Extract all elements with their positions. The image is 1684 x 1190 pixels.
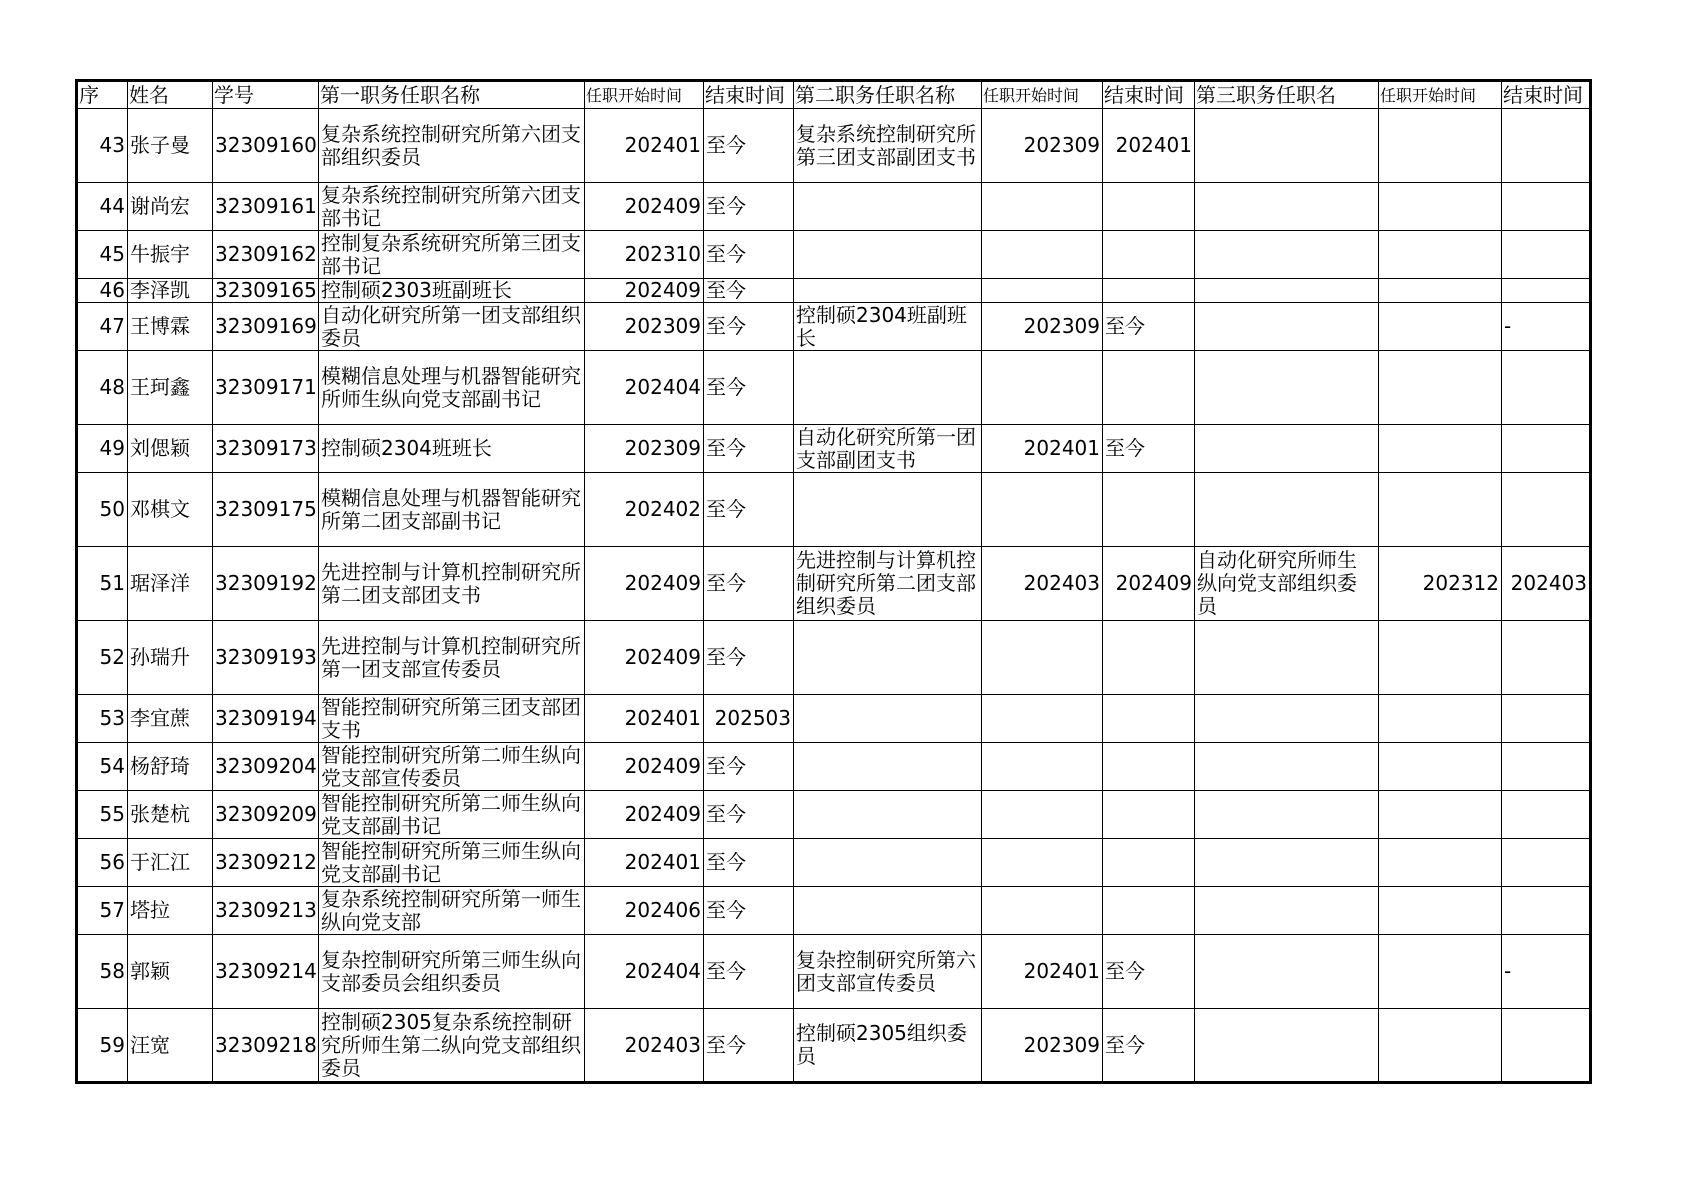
cell-start-2 bbox=[982, 695, 1103, 743]
cell-name: 王博霖 bbox=[128, 303, 213, 351]
cell-start-2 bbox=[982, 621, 1103, 695]
header-end-3: 结束时间 bbox=[1502, 81, 1591, 109]
cell-name: 汪宽 bbox=[128, 1009, 213, 1083]
cell-position-1: 复杂系统控制研究所第六团支部组织委员 bbox=[319, 109, 585, 183]
cell-start-2 bbox=[982, 183, 1103, 231]
table-row bbox=[77, 183, 1591, 231]
cell-start-3 bbox=[1379, 887, 1502, 935]
cell-end-1: 至今 bbox=[704, 547, 794, 621]
table-row bbox=[77, 935, 1591, 1009]
cell-start-1: 202409 bbox=[585, 621, 704, 695]
cell-name: 李宜蔗 bbox=[128, 695, 213, 743]
cell-end-1: 202503 bbox=[704, 695, 794, 743]
table-row bbox=[77, 839, 1591, 887]
cell-end-2 bbox=[1103, 743, 1195, 791]
cell-position-2: 复杂系统控制研究所第三团支部副团支书 bbox=[794, 109, 982, 183]
cell-start-3 bbox=[1379, 351, 1502, 425]
cell-position-1: 复杂系统控制研究所第六团支部书记 bbox=[319, 183, 585, 231]
cell-seq: 50 bbox=[77, 473, 128, 547]
cell-student-id: 32309161 bbox=[213, 183, 319, 231]
cell-position-3 bbox=[1195, 621, 1379, 695]
cell-start-1: 202309 bbox=[585, 303, 704, 351]
cell-student-id: 32309218 bbox=[213, 1009, 319, 1083]
cell-name: 谢尚宏 bbox=[128, 183, 213, 231]
cell-start-3 bbox=[1379, 109, 1502, 183]
cell-start-3 bbox=[1379, 183, 1502, 231]
cell-position-3 bbox=[1195, 279, 1379, 303]
cell-position-3 bbox=[1195, 935, 1379, 1009]
cell-start-1: 202409 bbox=[585, 183, 704, 231]
header-end-1: 结束时间 bbox=[704, 81, 794, 109]
cell-position-1: 复杂控制研究所第三师生纵向支部委员会组织委员 bbox=[319, 935, 585, 1009]
cell-start-1: 202403 bbox=[585, 1009, 704, 1083]
cell-student-id: 32309209 bbox=[213, 791, 319, 839]
cell-position-3 bbox=[1195, 303, 1379, 351]
cell-end-2 bbox=[1103, 791, 1195, 839]
cell-student-id: 32309162 bbox=[213, 231, 319, 279]
cell-position-3 bbox=[1195, 109, 1379, 183]
cell-end-3 bbox=[1502, 231, 1591, 279]
cell-start-3 bbox=[1379, 425, 1502, 473]
cell-name: 杨舒琦 bbox=[128, 743, 213, 791]
cell-start-3 bbox=[1379, 695, 1502, 743]
header-row bbox=[77, 81, 1591, 109]
cell-start-3 bbox=[1379, 791, 1502, 839]
cell-start-3 bbox=[1379, 621, 1502, 695]
cell-end-3 bbox=[1502, 791, 1591, 839]
cell-position-2 bbox=[794, 351, 982, 425]
cell-seq: 53 bbox=[77, 695, 128, 743]
cell-position-3 bbox=[1195, 839, 1379, 887]
cell-end-3 bbox=[1502, 743, 1591, 791]
cell-end-3 bbox=[1502, 425, 1591, 473]
cell-position-2 bbox=[794, 743, 982, 791]
cell-start-2: 202401 bbox=[982, 935, 1103, 1009]
cell-start-2: 202309 bbox=[982, 109, 1103, 183]
cell-end-1: 至今 bbox=[704, 743, 794, 791]
cell-position-2: 复杂控制研究所第六团支部宣传委员 bbox=[794, 935, 982, 1009]
cell-start-2 bbox=[982, 351, 1103, 425]
table-row bbox=[77, 1009, 1591, 1083]
cell-start-2 bbox=[982, 839, 1103, 887]
cell-end-1: 至今 bbox=[704, 473, 794, 547]
cell-seq: 55 bbox=[77, 791, 128, 839]
cell-student-id: 32309213 bbox=[213, 887, 319, 935]
cell-position-1: 模糊信息处理与机器智能研究所师生纵向党支部副书记 bbox=[319, 351, 585, 425]
cell-end-3 bbox=[1502, 473, 1591, 547]
cell-name: 郭颖 bbox=[128, 935, 213, 1009]
cell-seq: 58 bbox=[77, 935, 128, 1009]
cell-start-1: 202406 bbox=[585, 887, 704, 935]
cell-end-3 bbox=[1502, 109, 1591, 183]
cell-end-1: 至今 bbox=[704, 279, 794, 303]
cell-start-2 bbox=[982, 791, 1103, 839]
cell-end-2 bbox=[1103, 351, 1195, 425]
cell-end-3 bbox=[1502, 1009, 1591, 1083]
cell-end-2: 至今 bbox=[1103, 935, 1195, 1009]
cell-end-1: 至今 bbox=[704, 887, 794, 935]
cell-end-3 bbox=[1502, 279, 1591, 303]
header-position-3: 第三职务任职名 bbox=[1195, 81, 1379, 109]
cell-end-2 bbox=[1103, 183, 1195, 231]
cell-position-2 bbox=[794, 887, 982, 935]
cell-position-3 bbox=[1195, 791, 1379, 839]
cell-name: 张楚杭 bbox=[128, 791, 213, 839]
header-name: 姓名 bbox=[128, 81, 213, 109]
cell-name: 刘偲颖 bbox=[128, 425, 213, 473]
cell-position-2 bbox=[794, 279, 982, 303]
cell-end-1: 至今 bbox=[704, 183, 794, 231]
cell-end-3 bbox=[1502, 621, 1591, 695]
cell-end-1: 至今 bbox=[704, 109, 794, 183]
cell-position-1: 控制硕2303班副班长 bbox=[319, 279, 585, 303]
cell-name: 邓棋文 bbox=[128, 473, 213, 547]
table-row bbox=[77, 887, 1591, 935]
cell-student-id: 32309160 bbox=[213, 109, 319, 183]
cell-end-1: 至今 bbox=[704, 935, 794, 1009]
cell-start-2 bbox=[982, 887, 1103, 935]
cell-start-1: 202409 bbox=[585, 743, 704, 791]
cell-name: 李泽凯 bbox=[128, 279, 213, 303]
cell-name: 牛振宇 bbox=[128, 231, 213, 279]
cell-position-3 bbox=[1195, 887, 1379, 935]
cell-end-2 bbox=[1103, 695, 1195, 743]
cell-start-3 bbox=[1379, 743, 1502, 791]
cell-end-1: 至今 bbox=[704, 1009, 794, 1083]
cell-end-1: 至今 bbox=[704, 231, 794, 279]
cell-student-id: 32309212 bbox=[213, 839, 319, 887]
cell-position-2 bbox=[794, 621, 982, 695]
cell-student-id: 32309171 bbox=[213, 351, 319, 425]
cell-end-1: 至今 bbox=[704, 351, 794, 425]
cell-end-3: - bbox=[1502, 935, 1591, 1009]
header-seq: 序 bbox=[77, 81, 128, 109]
cell-end-2: 202409 bbox=[1103, 547, 1195, 621]
cell-start-1: 202404 bbox=[585, 935, 704, 1009]
cell-start-1: 202409 bbox=[585, 791, 704, 839]
cell-name: 王珂鑫 bbox=[128, 351, 213, 425]
cell-seq: 52 bbox=[77, 621, 128, 695]
cell-start-1: 202404 bbox=[585, 351, 704, 425]
cell-position-1: 智能控制研究所第二师生纵向党支部副书记 bbox=[319, 791, 585, 839]
cell-end-2: 202401 bbox=[1103, 109, 1195, 183]
cell-start-3: 202312 bbox=[1379, 547, 1502, 621]
cell-seq: 59 bbox=[77, 1009, 128, 1083]
cell-end-1: 至今 bbox=[704, 621, 794, 695]
cell-start-1: 202409 bbox=[585, 547, 704, 621]
cell-end-2 bbox=[1103, 621, 1195, 695]
table-row bbox=[77, 231, 1591, 279]
cell-start-2: 202401 bbox=[982, 425, 1103, 473]
cell-position-1: 自动化研究所第一团支部组织委员 bbox=[319, 303, 585, 351]
cell-seq: 49 bbox=[77, 425, 128, 473]
cell-seq: 48 bbox=[77, 351, 128, 425]
cell-position-2 bbox=[794, 695, 982, 743]
cell-start-3 bbox=[1379, 839, 1502, 887]
cell-position-1: 复杂系统控制研究所第一师生纵向党支部 bbox=[319, 887, 585, 935]
table-row bbox=[77, 473, 1591, 547]
cell-position-3: 自动化研究所师生纵向党支部组织委员 bbox=[1195, 547, 1379, 621]
cell-end-2 bbox=[1103, 473, 1195, 547]
cell-position-2: 先进控制与计算机控制研究所第二团支部组织委员 bbox=[794, 547, 982, 621]
cell-student-id: 32309169 bbox=[213, 303, 319, 351]
cell-end-2 bbox=[1103, 279, 1195, 303]
cell-end-2 bbox=[1103, 839, 1195, 887]
cell-position-2 bbox=[794, 231, 982, 279]
cell-seq: 56 bbox=[77, 839, 128, 887]
cell-start-2 bbox=[982, 231, 1103, 279]
cell-position-2 bbox=[794, 839, 982, 887]
cell-position-1: 智能控制研究所第三团支部团支书 bbox=[319, 695, 585, 743]
cell-end-3: - bbox=[1502, 303, 1591, 351]
header-student-id: 学号 bbox=[213, 81, 319, 109]
table-row bbox=[77, 621, 1591, 695]
cell-end-3 bbox=[1502, 839, 1591, 887]
cell-position-3 bbox=[1195, 231, 1379, 279]
cell-position-2 bbox=[794, 791, 982, 839]
cell-start-3 bbox=[1379, 303, 1502, 351]
cell-name: 张子曼 bbox=[128, 109, 213, 183]
cell-position-2: 控制硕2304班副班长 bbox=[794, 303, 982, 351]
cell-seq: 44 bbox=[77, 183, 128, 231]
cell-name: 于汇江 bbox=[128, 839, 213, 887]
header-start-1: 任职开始时间 bbox=[585, 81, 704, 109]
cell-position-1: 智能控制研究所第二师生纵向党支部宣传委员 bbox=[319, 743, 585, 791]
cell-start-3 bbox=[1379, 473, 1502, 547]
cell-seq: 43 bbox=[77, 109, 128, 183]
cell-end-2: 至今 bbox=[1103, 425, 1195, 473]
table-row bbox=[77, 791, 1591, 839]
table-row bbox=[77, 351, 1591, 425]
cell-start-2 bbox=[982, 743, 1103, 791]
cell-position-1: 控制复杂系统研究所第三团支部书记 bbox=[319, 231, 585, 279]
cell-position-1: 控制硕2304班班长 bbox=[319, 425, 585, 473]
header-start-3: 任职开始时间 bbox=[1379, 81, 1502, 109]
cell-end-1: 至今 bbox=[704, 839, 794, 887]
cell-seq: 51 bbox=[77, 547, 128, 621]
table-row bbox=[77, 695, 1591, 743]
cell-position-2: 控制硕2305组织委员 bbox=[794, 1009, 982, 1083]
cell-start-1: 202401 bbox=[585, 695, 704, 743]
cell-student-id: 32309204 bbox=[213, 743, 319, 791]
cell-seq: 47 bbox=[77, 303, 128, 351]
cell-end-3 bbox=[1502, 351, 1591, 425]
cell-position-1: 先进控制与计算机控制研究所第一团支部宣传委员 bbox=[319, 621, 585, 695]
table-row bbox=[77, 303, 1591, 351]
cell-end-3 bbox=[1502, 695, 1591, 743]
cell-start-2: 202309 bbox=[982, 303, 1103, 351]
header-position-2: 第二职务任职名称 bbox=[794, 81, 982, 109]
cell-end-2 bbox=[1103, 887, 1195, 935]
cell-end-3 bbox=[1502, 183, 1591, 231]
cell-position-3 bbox=[1195, 1009, 1379, 1083]
cell-student-id: 32309175 bbox=[213, 473, 319, 547]
cell-position-3 bbox=[1195, 743, 1379, 791]
cell-name: 塔拉 bbox=[128, 887, 213, 935]
header-start-2: 任职开始时间 bbox=[982, 81, 1103, 109]
table-row bbox=[77, 743, 1591, 791]
cell-position-3 bbox=[1195, 425, 1379, 473]
table-row bbox=[77, 279, 1591, 303]
cell-start-3 bbox=[1379, 279, 1502, 303]
table-row bbox=[77, 425, 1591, 473]
cell-start-3 bbox=[1379, 935, 1502, 1009]
cell-student-id: 32309193 bbox=[213, 621, 319, 695]
cell-student-id: 32309165 bbox=[213, 279, 319, 303]
cell-position-1: 先进控制与计算机控制研究所第二团支部团支书 bbox=[319, 547, 585, 621]
cell-student-id: 32309173 bbox=[213, 425, 319, 473]
officer-roster-table bbox=[75, 79, 1592, 1084]
cell-end-1: 至今 bbox=[704, 425, 794, 473]
cell-start-1: 202409 bbox=[585, 279, 704, 303]
cell-start-2 bbox=[982, 473, 1103, 547]
cell-start-1: 202402 bbox=[585, 473, 704, 547]
cell-end-2: 至今 bbox=[1103, 303, 1195, 351]
cell-student-id: 32309194 bbox=[213, 695, 319, 743]
roster-body bbox=[77, 109, 1591, 1083]
table-row bbox=[77, 109, 1591, 183]
cell-student-id: 32309192 bbox=[213, 547, 319, 621]
cell-start-1: 202309 bbox=[585, 425, 704, 473]
cell-student-id: 32309214 bbox=[213, 935, 319, 1009]
cell-position-3 bbox=[1195, 183, 1379, 231]
cell-end-2: 至今 bbox=[1103, 1009, 1195, 1083]
cell-start-1: 202401 bbox=[585, 839, 704, 887]
cell-seq: 45 bbox=[77, 231, 128, 279]
cell-seq: 57 bbox=[77, 887, 128, 935]
cell-position-3 bbox=[1195, 695, 1379, 743]
cell-start-2: 202403 bbox=[982, 547, 1103, 621]
cell-seq: 46 bbox=[77, 279, 128, 303]
cell-end-2 bbox=[1103, 231, 1195, 279]
cell-position-2 bbox=[794, 473, 982, 547]
cell-start-2: 202309 bbox=[982, 1009, 1103, 1083]
cell-start-1: 202401 bbox=[585, 109, 704, 183]
cell-name: 琚泽洋 bbox=[128, 547, 213, 621]
header-position-1: 第一职务任职名称 bbox=[319, 81, 585, 109]
cell-position-1: 控制硕2305复杂系统控制研究所师生第二纵向党支部组织委员 bbox=[319, 1009, 585, 1083]
cell-position-3 bbox=[1195, 473, 1379, 547]
cell-position-3 bbox=[1195, 351, 1379, 425]
cell-end-1: 至今 bbox=[704, 303, 794, 351]
cell-position-1: 模糊信息处理与机器智能研究所第二团支部副书记 bbox=[319, 473, 585, 547]
cell-position-2: 自动化研究所第一团支部副团支书 bbox=[794, 425, 982, 473]
cell-end-1: 至今 bbox=[704, 791, 794, 839]
cell-start-2 bbox=[982, 279, 1103, 303]
cell-position-2 bbox=[794, 183, 982, 231]
cell-start-1: 202310 bbox=[585, 231, 704, 279]
cell-seq: 54 bbox=[77, 743, 128, 791]
cell-position-1: 智能控制研究所第三师生纵向党支部副书记 bbox=[319, 839, 585, 887]
cell-name: 孙瑞升 bbox=[128, 621, 213, 695]
header-end-2: 结束时间 bbox=[1103, 81, 1195, 109]
cell-start-3 bbox=[1379, 231, 1502, 279]
table-row bbox=[77, 547, 1591, 621]
cell-end-3 bbox=[1502, 887, 1591, 935]
cell-start-3 bbox=[1379, 1009, 1502, 1083]
cell-end-3: 202403 bbox=[1502, 547, 1591, 621]
